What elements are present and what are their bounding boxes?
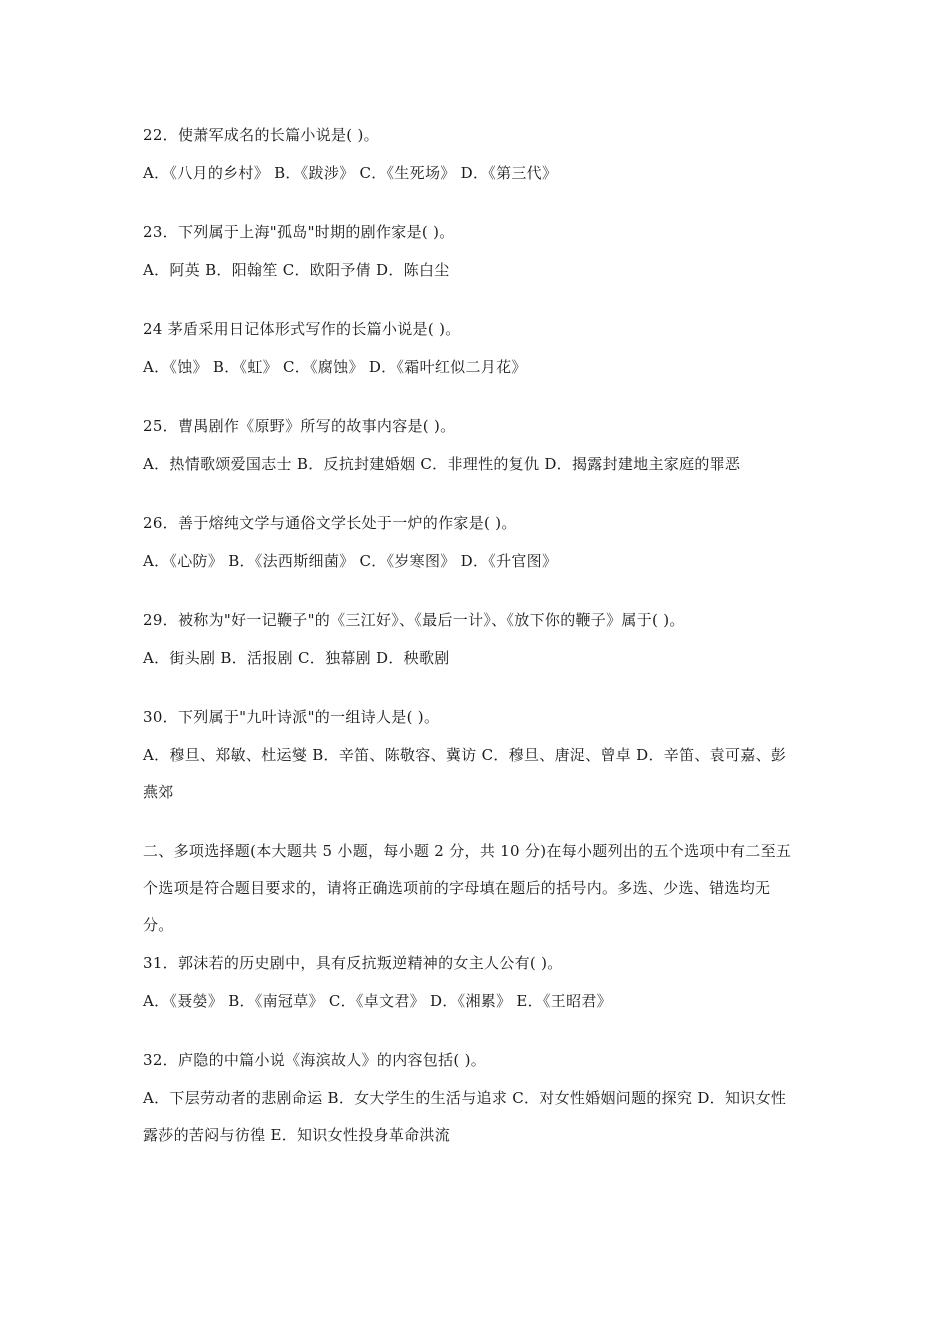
options-30: A．穆旦、郑敏、杜运燮 B．辛笛、陈敬容、冀访 C．穆旦、唐浞、曾卓 D．辛笛、袁可嘉、彭 bbox=[143, 746, 787, 764]
options-30-continued: 燕郊 bbox=[143, 783, 174, 801]
options-32: A．下层劳动者的悲剧命运 B．女大学生的生活与追求 C．对女性婚姻问题的探究 D．知识女性 bbox=[143, 1089, 787, 1107]
section-2-instructions-end: 分。 bbox=[143, 916, 174, 934]
question-24: 24 茅盾采用日记体形式写作的长篇小说是( )。 bbox=[143, 320, 461, 338]
question-32: 32．庐隐的中篇小说《海滨故人》的内容包括( )。 bbox=[143, 1051, 487, 1069]
options-22: A．《八月的乡村》 B．《跋涉》 C．《生死场》 D．《第三代》 bbox=[143, 164, 558, 182]
question-31: 31．郭沫若的历史剧中，具有反抗叛逆精神的女主人公有( )。 bbox=[143, 954, 563, 972]
options-24: A．《蚀》 B．《虹》 C．《腐蚀》 D．《霜叶红似二月花》 bbox=[143, 358, 527, 376]
question-29: 29．被称为"好一记鞭子"的《三江好》、《最后一计》、《放下你的鞭子》属于( )。 bbox=[143, 611, 685, 629]
question-22: 22．使萧军成名的长篇小说是( )。 bbox=[143, 126, 379, 144]
options-29: A．街头剧 B．活报剧 C．独幕剧 D．秧歌剧 bbox=[143, 649, 450, 667]
question-30: 30．下列属于"九叶诗派"的一组诗人是( )。 bbox=[143, 708, 440, 726]
section-2-instructions: 个选项是符合题目要求的，请将正确选项前的字母填在题后的括号内。多选、少选、错选均无 bbox=[143, 879, 771, 897]
question-23: 23．下列属于上海"孤岛"时期的剧作家是( )。 bbox=[143, 223, 455, 241]
section-2-heading: 二、多项选择题(本大题共 5 小题，每小题 2 分，共 10 分)在每小题列出的五个选项中有二至五 bbox=[143, 842, 792, 860]
question-26: 26．善于熔纯文学与通俗文学长处于一炉的作家是( )。 bbox=[143, 514, 517, 532]
question-25: 25．曹禺剧作《原野》所写的故事内容是( )。 bbox=[143, 417, 456, 435]
options-25: A．热情歌颂爱国志士 B．反抗封建婚姻 C．非理性的复仇 D．揭露封建地主家庭的罪恶 bbox=[143, 455, 741, 473]
options-23: A．阿英 B．阳翰笙 C．欧阳予倩 D．陈白尘 bbox=[143, 261, 450, 279]
options-32-continued: 露莎的苦闷与彷徨 E．知识女性投身革命洪流 bbox=[143, 1126, 451, 1144]
options-26: A．《心防》 B．《法西斯细菌》 C．《岁寒图》 D．《升官图》 bbox=[143, 552, 558, 570]
options-31: A．《聂嫈》 B．《南冠草》 C．《卓文君》 D．《湘累》 E．《王昭君》 bbox=[143, 992, 612, 1010]
